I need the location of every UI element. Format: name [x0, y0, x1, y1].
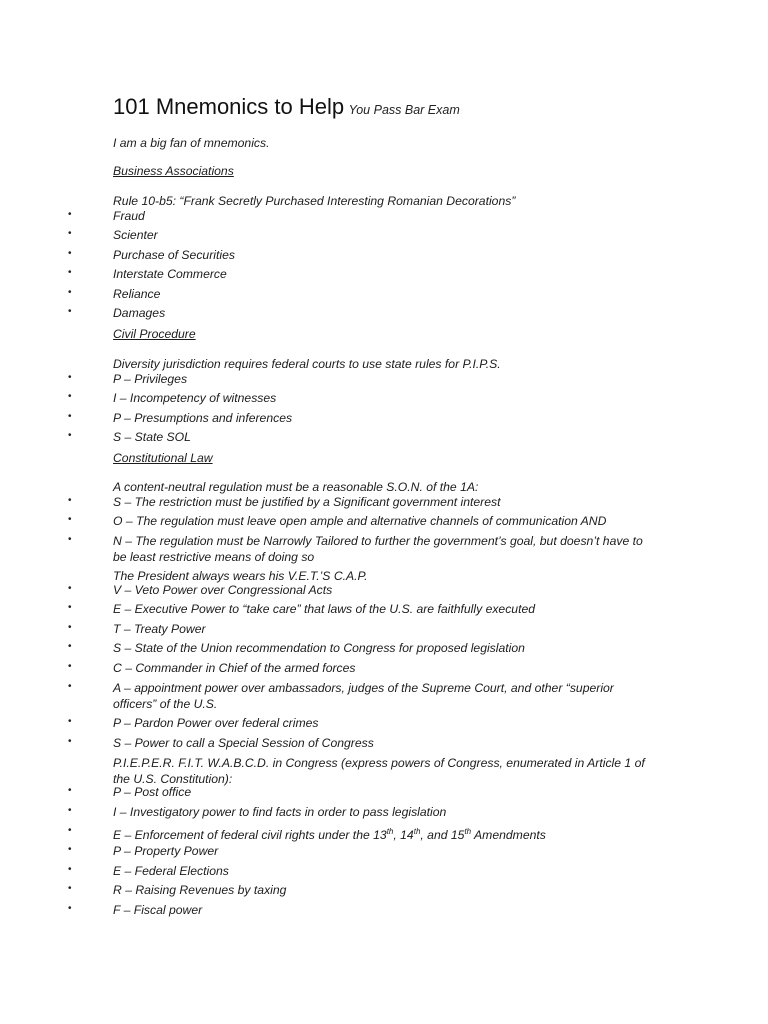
- enforcement-text-b: , 14: [393, 828, 414, 843]
- civil-intro: Diversity jurisdiction requires federal courts to use state rules for P.I.P.S.: [113, 357, 501, 371]
- bullet: •: [68, 495, 72, 506]
- list-item: P – Privileges: [113, 372, 188, 386]
- list-item: P – Presumptions and inferences: [113, 411, 293, 425]
- bullet: •: [68, 287, 72, 298]
- list-item: A – appointment power over ambassadors, judges of the Supreme Court, and other “superior officers” of the U.S.: [113, 681, 614, 711]
- list-item: P – Property Power: [113, 844, 219, 858]
- bullet: •: [68, 411, 72, 422]
- bullet: •: [68, 602, 72, 613]
- list-item: C – Commander in Chief of the armed forces: [113, 661, 356, 675]
- bullet: •: [68, 825, 72, 836]
- bullet: •: [68, 209, 72, 220]
- bullet: •: [68, 864, 72, 875]
- list-item: F – Fiscal power: [113, 903, 203, 917]
- bullet: •: [68, 844, 72, 855]
- bullet: •: [68, 903, 72, 914]
- enforcement-text-c: , and 15: [420, 828, 465, 843]
- bullet: •: [68, 514, 72, 525]
- list-item: S – The restriction must be justified by a Significant government interest: [113, 495, 501, 509]
- list-item: V – Veto Power over Congressional Acts: [113, 583, 333, 597]
- list-item: Interstate Commerce: [113, 267, 227, 281]
- list-item: S – State SOL: [113, 430, 191, 444]
- bullet: •: [68, 641, 72, 652]
- list-item: E – Federal Elections: [113, 864, 229, 878]
- bullet: •: [68, 430, 72, 441]
- bullet: •: [68, 681, 72, 692]
- bullet: •: [68, 534, 72, 545]
- bullet: •: [68, 622, 72, 633]
- bullet: •: [68, 372, 72, 383]
- ordinal-suffix: th: [413, 827, 421, 836]
- title-main: 101 Mnemonics to Help: [113, 94, 345, 119]
- list-item: E – Executive Power to “take care” that laws of the U.S. are faithfully executed: [113, 602, 536, 616]
- list-item: O – The regulation must leave open ample and alternative channels of communication AND: [113, 514, 607, 528]
- list-item: R – Raising Revenues by taxing: [113, 883, 287, 897]
- list-item: I – Incompetency of witnesses: [113, 391, 277, 405]
- section-heading-civil: Civil Procedure: [113, 327, 196, 341]
- bullet: •: [68, 661, 72, 672]
- pieper-intro: P.I.E.P.E.R. F.I.T. W.A.B.C.D. in Congress (express powers of Congress, enumerated in Article 1 of the U.S. Constitution):: [113, 756, 645, 786]
- intro-text: I am a big fan of mnemonics.: [113, 136, 270, 150]
- ordinal-suffix: th: [464, 827, 472, 836]
- bullet: •: [68, 785, 72, 796]
- list-item: Scienter: [113, 228, 158, 242]
- title-sub: You Pass Bar Exam: [348, 103, 460, 117]
- list-item: Fraud: [113, 209, 145, 223]
- list-item: P – Pardon Power over federal crimes: [113, 716, 319, 730]
- list-item: N – The regulation must be Narrowly Tailored to further the government’s goal, but doesn’t have to be least restrictive means of doing so: [113, 534, 643, 564]
- list-item: Purchase of Securities: [113, 248, 235, 262]
- bullet: •: [68, 716, 72, 727]
- ordinal-suffix: th: [386, 827, 394, 836]
- list-item: Damages: [113, 306, 166, 320]
- vets-intro: The President always wears his V.E.T.’S C.A.P.: [113, 569, 368, 583]
- list-item: S – State of the Union recommendation to Congress for proposed legislation: [113, 641, 525, 655]
- list-item-enforcement: [113, 824, 546, 843]
- list-item: T – Treaty Power: [113, 622, 206, 636]
- list-item: I – Investigatory power to find facts in order to pass legislation: [113, 805, 447, 819]
- section-heading-constitutional: Constitutional Law: [113, 451, 213, 465]
- enforcement-text-d: Amendments: [471, 828, 546, 843]
- bullet: •: [68, 805, 72, 816]
- page-title: [113, 94, 460, 120]
- bullet: •: [68, 267, 72, 278]
- bullet: •: [68, 228, 72, 239]
- bullet: •: [68, 306, 72, 317]
- bullet: •: [68, 883, 72, 894]
- list-item: P – Post office: [113, 785, 192, 799]
- son-intro: A content-neutral regulation must be a reasonable S.O.N. of the 1A:: [113, 480, 479, 494]
- enforcement-text-a: E – Enforcement of federal civil rights under the 13: [113, 828, 387, 843]
- list-item: Reliance: [113, 287, 161, 301]
- business-rule: Rule 10-b5: “Frank Secretly Purchased Interesting Romanian Decorations”: [113, 194, 516, 208]
- section-heading-business: Business Associations: [113, 164, 234, 178]
- bullet: •: [68, 736, 72, 747]
- bullet: •: [68, 248, 72, 259]
- bullet: •: [68, 583, 72, 594]
- list-item: S – Power to call a Special Session of Congress: [113, 736, 374, 750]
- bullet: •: [68, 391, 72, 402]
